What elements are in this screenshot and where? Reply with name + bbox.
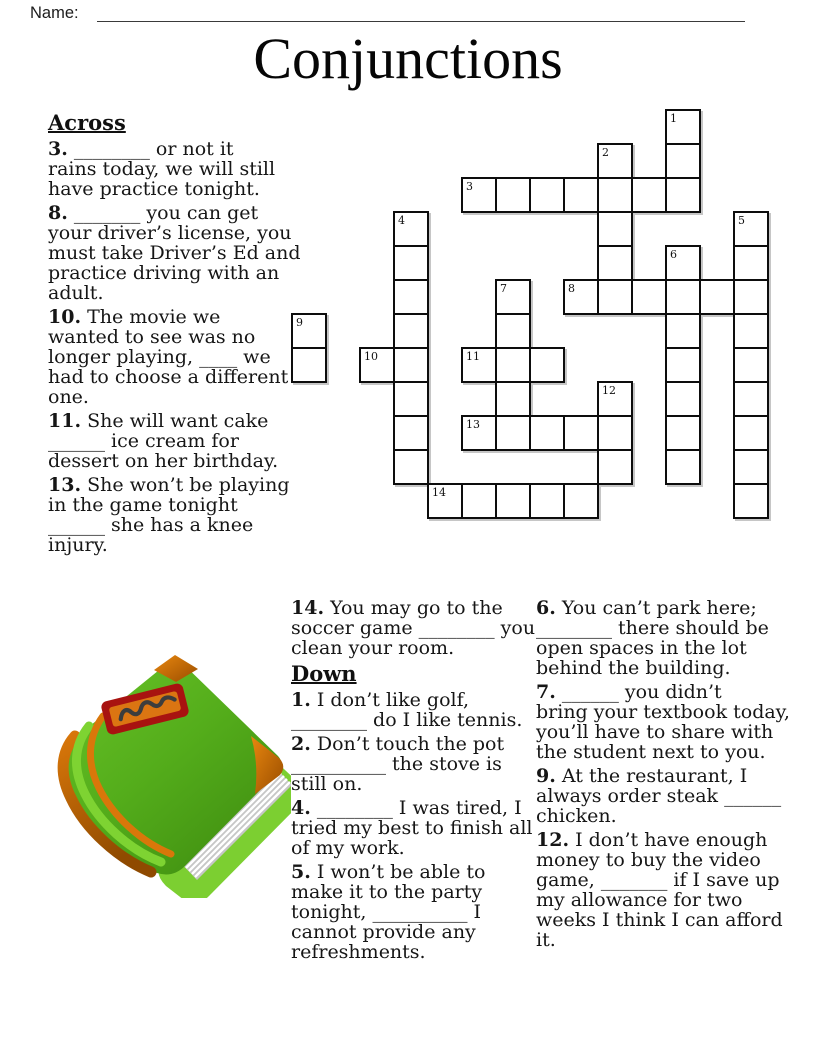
crossword-cell[interactable] [461,415,497,451]
crossword-cell[interactable] [495,381,531,417]
crossword-cell[interactable] [597,143,633,179]
cell-number: 4 [398,214,405,227]
crossword-cell[interactable] [393,211,429,247]
crossword-cell[interactable] [495,415,531,451]
crossword-cell[interactable] [733,279,769,315]
crossword-cell[interactable] [665,449,701,485]
crossword-cell[interactable] [427,483,463,519]
crossword-cell[interactable] [393,245,429,281]
cell-number: 8 [568,282,575,295]
across-clues-column [48,110,301,559]
clue-8: 8. _______ you can get your driver’s license, you must take Driver’s Ed and practice driving with an adult. [48,202,301,304]
clue-number: 13. [48,474,82,496]
clue-11: 11. She will want cake ______ ice cream for dessert on her birthday. [48,410,279,472]
clue-number: 3. [48,138,68,160]
crossword-cell[interactable] [665,109,701,145]
clue-number: 10. [48,306,82,328]
across-heading: Across [48,110,126,135]
crossword-cell[interactable] [461,177,497,213]
crossword-cell[interactable] [495,279,531,315]
crossword-cell[interactable] [461,347,497,383]
book-illustration [45,652,291,898]
crossword-cell[interactable] [733,211,769,247]
crossword-cell[interactable] [563,279,599,315]
crossword-cell[interactable] [529,177,565,213]
crossword-cell[interactable] [733,347,769,383]
cell-number: 13 [466,418,480,431]
clue-5: 5. I won’t be able to make it to the party tonight, __________ I cannot provide any refreshments. [291,861,486,963]
crossword-cell[interactable] [563,483,599,519]
crossword-cell[interactable] [393,381,429,417]
crossword-cell[interactable] [665,245,701,281]
clue-number: 8. [48,202,68,224]
page-title: Conjunctions [253,26,563,91]
crossword-cell[interactable] [393,347,429,383]
clue-number: 7. [536,681,556,703]
crossword-cell[interactable] [563,415,599,451]
crossword-cell[interactable] [597,245,633,281]
crossword-cell[interactable] [665,177,701,213]
crossword-cell[interactable] [733,313,769,349]
name-label: Name: [30,4,79,22]
crossword-cell[interactable] [665,347,701,383]
crossword-cell[interactable] [563,177,599,213]
crossword-cell[interactable] [291,313,327,349]
cell-number: 10 [364,350,378,363]
crossword-cell[interactable] [733,483,769,519]
crossword-cell[interactable] [733,381,769,417]
crossword-cell[interactable] [529,483,565,519]
clue-9: 9. At the restaurant, I always order steak ______ chicken. [536,765,782,827]
middle-clues-column [291,598,535,966]
crossword-cell[interactable] [495,177,531,213]
clue-number: 5. [291,861,311,883]
clue-7: 7. ______ you didn’t bring your textbook today, you’ll have to share with the student next to you. [536,681,790,763]
clue-number: 1. [291,689,311,711]
down-heading: Down [291,661,357,686]
crossword-cell[interactable] [597,279,633,315]
cell-number: 6 [670,248,677,261]
crossword-cell[interactable] [733,245,769,281]
crossword-cell[interactable] [461,483,497,519]
clue-number: 2. [291,733,311,755]
crossword-cell[interactable] [529,415,565,451]
clue-1: 1. I don’t like golf, ________ do I like tennis. [291,689,523,731]
cell-number: 3 [466,180,473,193]
cell-number: 12 [602,384,616,397]
clue-10: 10. The movie we wanted to see was no longer playing, ____ we had to choose a different one. [48,306,289,408]
crossword-cell[interactable] [665,313,701,349]
crossword-cell[interactable] [597,177,633,213]
crossword-cell[interactable] [529,347,565,383]
clue-3: 3. ________ or not it rains today, we will still have practice tonight. [48,138,276,200]
crossword-cell[interactable] [597,381,633,417]
crossword-cell[interactable] [495,347,531,383]
cell-number: 5 [738,214,745,227]
clue-14: 14. You may go to the soccer game ________ you clean your room. [291,597,536,659]
clue-number: 6. [536,597,556,619]
clue-6: 6. You can’t park here; ________ there should be open spaces in the lot behind the building. [536,597,769,679]
clue-number: 14. [291,597,325,619]
book-icon [45,652,291,898]
crossword-cell[interactable] [597,211,633,247]
clue-12: 12. I don’t have enough money to buy the video game, _______ if I save up my allowance for two weeks I think I can afford it. [536,829,783,951]
crossword-cell[interactable] [665,143,701,179]
cell-number: 1 [670,112,677,125]
crossword-cell[interactable] [291,347,327,383]
crossword-cell[interactable] [393,449,429,485]
crossword-cell[interactable] [393,415,429,451]
clue-number: 11. [48,410,82,432]
cell-number: 9 [296,316,303,329]
crossword-cell[interactable] [631,279,667,315]
crossword-cell[interactable] [631,177,667,213]
clue-2: 2. Don’t touch the pot __________ the stove is still on. [291,733,505,795]
crossword-cell[interactable] [495,313,531,349]
cell-number: 11 [466,350,480,363]
crossword-cell[interactable] [495,483,531,519]
right-clues-column [536,597,790,954]
cell-number: 7 [500,282,507,295]
crossword-cell[interactable] [665,279,701,315]
crossword-cell[interactable] [359,347,395,383]
crossword-cell[interactable] [733,449,769,485]
crossword-cell[interactable] [665,415,701,451]
crossword-cell[interactable] [597,415,633,451]
crossword-cell[interactable] [393,279,429,315]
clue-13: 13. She won’t be playing in the game tonight ______ she has a knee injury. [48,474,290,556]
cell-number: 2 [602,146,609,159]
cell-number: 14 [432,486,446,499]
crossword-cell[interactable] [393,313,429,349]
name-blank-line [97,5,745,22]
crossword-cell[interactable] [665,381,701,417]
clue-number: 4. [291,797,311,819]
crossword-cell[interactable] [699,279,735,315]
clue-number: 12. [536,829,570,851]
clue-number: 9. [536,765,556,787]
clue-4: 4. ________ I was tired, I tried my best to finish all of my work. [291,797,533,859]
crossword-cell[interactable] [597,449,633,485]
crossword-cell[interactable] [733,415,769,451]
